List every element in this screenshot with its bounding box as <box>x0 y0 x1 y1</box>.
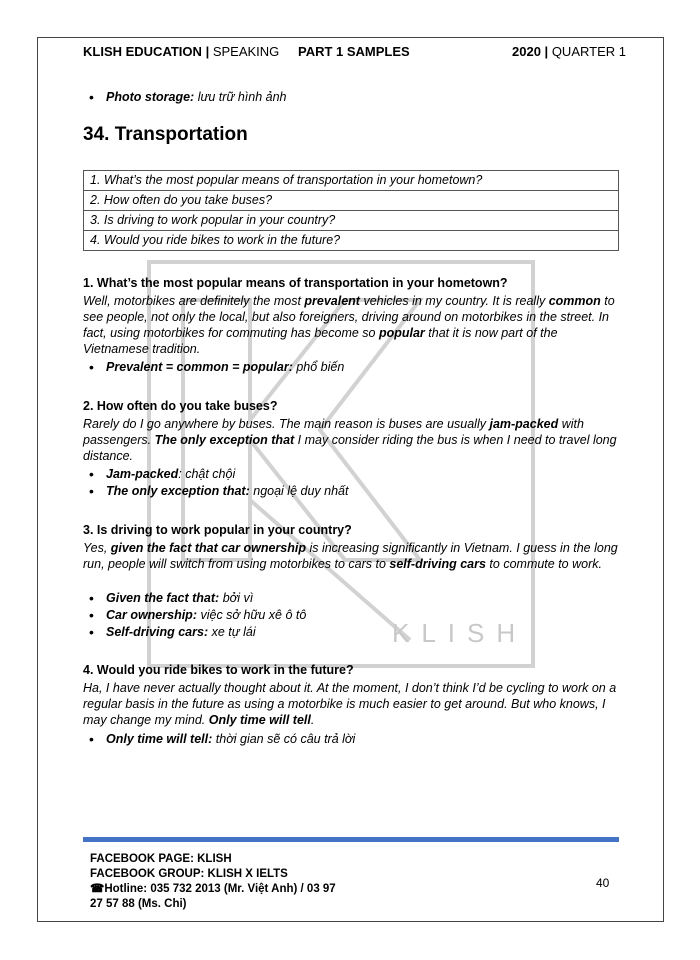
list-item: • Photo storage: lưu trữ hình ảnh <box>106 89 287 106</box>
answer-heading: 1. What’s the most popular means of transportation in your hometown? <box>83 276 508 290</box>
answer-heading: 3. Is driving to work popular in your country? <box>83 523 352 537</box>
answer-text: Rarely do I go anywhere by buses. The main reason is buses are usually jam-packed with passengers. The only exception that I may consider riding the bus is when I need to travel long distance. <box>83 417 617 463</box>
list-item: • Given the fact that: bởi vì <box>106 590 306 607</box>
question-row: 2. How often do you take buses? <box>84 191 618 211</box>
list-item: • Self-driving cars: xe tự lái <box>106 624 306 641</box>
header-sep: | <box>205 44 210 59</box>
answer-heading: 4. Would you ride bikes to work in the future? <box>83 663 354 677</box>
answer-text: Ha, I have never actually thought about it. At the moment, I don’t think I’d be cycling to work on a regular basis in the future as using a motorbike is much easier to get around. But who knows, I may change my mind. Only time will tell. <box>83 681 617 727</box>
question-row: 1. What’s the most popular means of transportation in your hometown? <box>84 171 618 191</box>
section-title: 34. Transportation <box>83 124 248 145</box>
footer-facebook-group: FACEBOOK GROUP: KLISH X IELTS <box>90 868 288 880</box>
watermark-text: KLISH <box>392 618 528 648</box>
list-item: • Car ownership: việc sở hữu xê ô tô <box>106 607 306 624</box>
question-row: 3. Is driving to work popular in your country? <box>84 211 618 231</box>
header-quarter: QUARTER 1 <box>551 44 626 59</box>
header-part: PART 1 SAMPLES <box>298 44 410 59</box>
top-bullet-list <box>106 89 287 106</box>
list-item: • Only time will tell: thời gian sẽ có câu trả lời <box>106 731 355 748</box>
answer-text: Yes, given the fact that car ownership is increasing significantly in Vietnam. I guess in the long run, people will switch from using motorbikes to cars to self-driving cars to commute to work. <box>83 541 618 571</box>
vocab-list <box>106 731 355 748</box>
answer-text: Well, motorbikes are definitely the most prevalent vehicles in my country. It is really common to see people, not only the local, but also foreigners, driving around on motorbikes in the street. In fact, using motorbikes for commuting has become so popular that it is now part of the Vietnamese tradition. <box>83 294 615 356</box>
footer-hotline: ☎Hotline: 035 732 2013 (Mr. Việt Anh) / 03 97 <box>90 883 336 895</box>
list-item: • Jam-packed: chật chội <box>106 466 348 483</box>
header-category: SPEAKING <box>212 44 280 59</box>
footer-facebook-page: FACEBOOK PAGE: KLISH <box>90 853 232 865</box>
header-left <box>83 44 279 59</box>
vocab-list <box>106 590 306 641</box>
list-item: • Prevalent = common = popular: phổ biến <box>106 359 344 376</box>
answer-heading: 2. How often do you take buses? <box>83 399 278 413</box>
vocab-list <box>106 466 348 500</box>
header-right: 2020 | QUARTER 1 <box>512 44 626 59</box>
list-item: • The only exception that: ngoại lệ duy nhất <box>106 483 348 500</box>
page-number: 40 <box>596 876 610 890</box>
vocab-list <box>106 359 344 376</box>
footer-bar <box>83 837 619 842</box>
question-box <box>83 170 619 251</box>
footer <box>90 852 336 912</box>
header-brand: KLISH EDUCATION <box>83 44 202 59</box>
question-row: 4. Would you ride bikes to work in the future? <box>84 231 618 251</box>
footer-hotline-cont: 27 57 88 (Ms. Chi) <box>90 898 187 910</box>
header-year: 2020 <box>512 44 541 59</box>
